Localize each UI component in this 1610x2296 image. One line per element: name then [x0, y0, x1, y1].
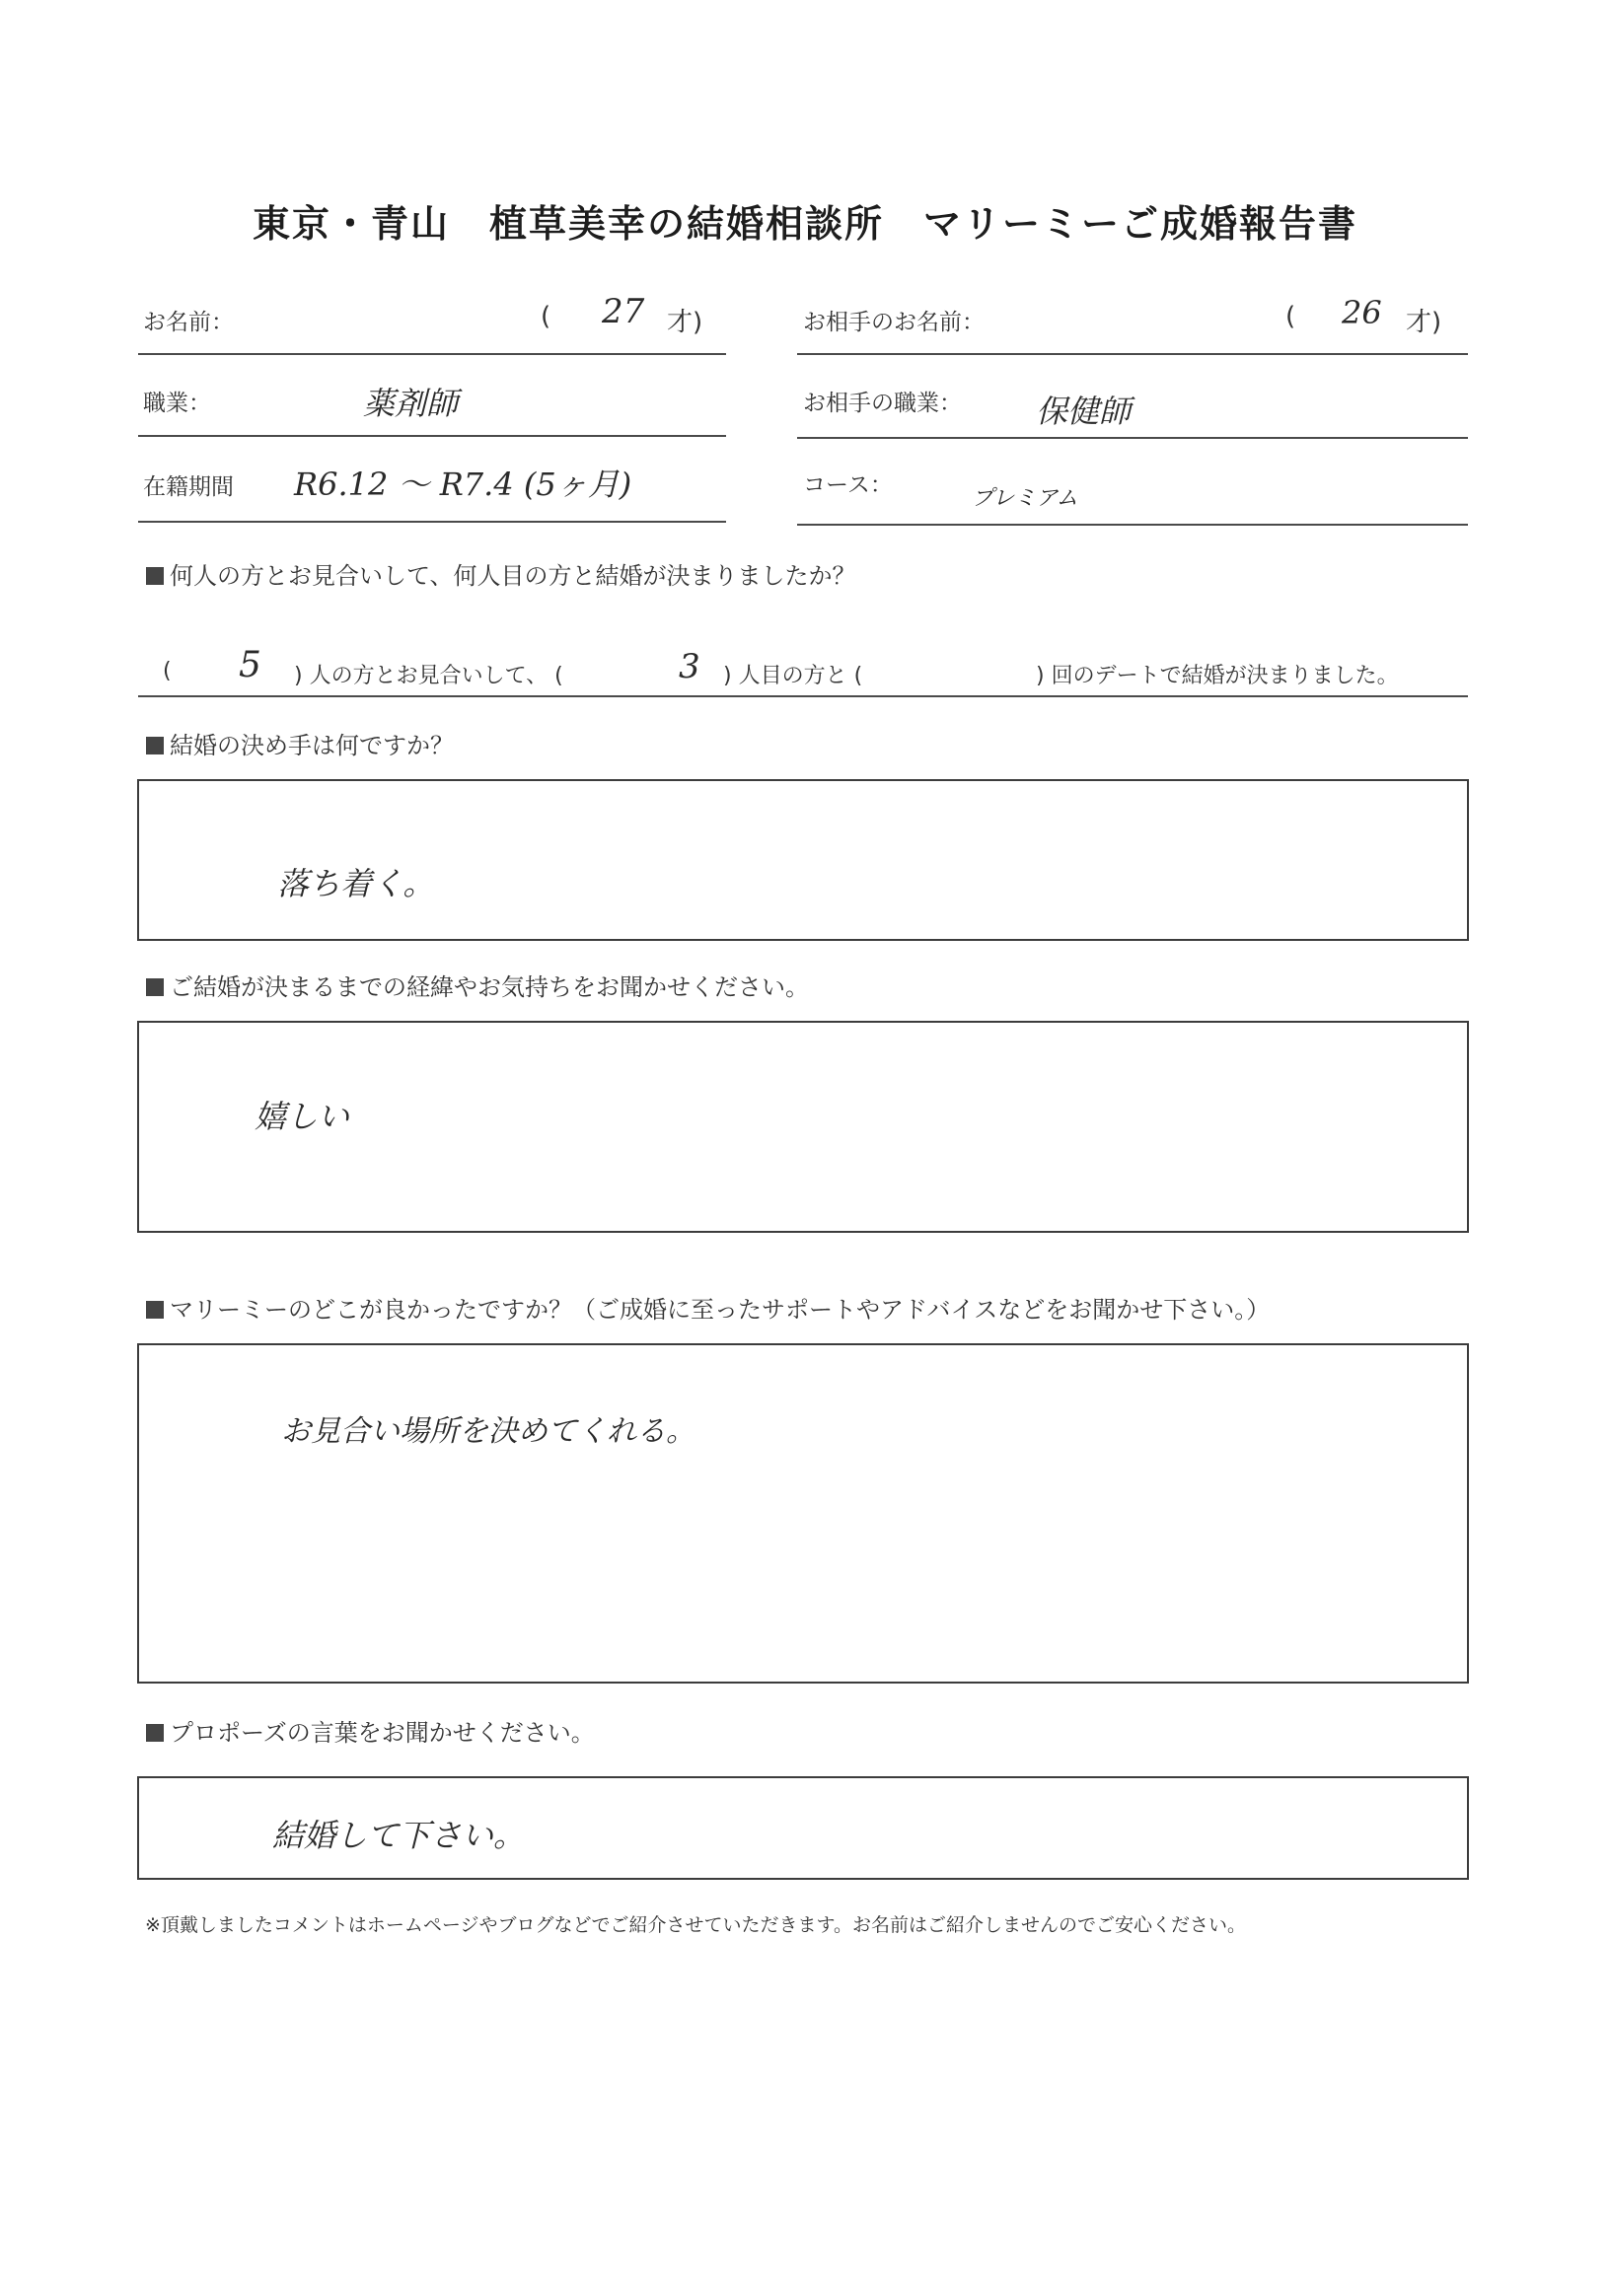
q4-answer-box — [137, 1343, 1469, 1684]
q5-answer-box — [137, 1776, 1469, 1880]
q2-answer-box — [137, 779, 1469, 941]
q1-underline — [138, 695, 1468, 697]
age-close-paren: 才) — [667, 308, 703, 337]
report-title: 東京・青山 植草美幸の結婚相談所 マリーミーご成婚報告書 — [252, 202, 1357, 246]
age-value: 27 — [602, 292, 645, 331]
q5-question: プロポーズの言葉をお聞かせください。 — [170, 1719, 595, 1747]
q1-heading — [146, 556, 856, 591]
q2-heading — [146, 726, 454, 760]
partner-age-open-paren: ( — [1285, 302, 1296, 331]
q1-paren-1: ( — [163, 659, 172, 683]
partner-occupation-label: お相手の職業： — [803, 391, 962, 416]
partner-name-underline — [797, 353, 1468, 355]
partner-occupation-value: 保健師 — [1036, 393, 1132, 430]
q1-text-3: ) 回のデートで結婚が決まりました。 — [1036, 664, 1399, 688]
q3-answer: 嬉しい — [255, 1098, 350, 1135]
q4-answer: お見合い場所を決めてくれる。 — [281, 1414, 695, 1449]
occupation-underline — [138, 435, 726, 437]
period-label: 在籍期間 — [143, 474, 234, 500]
square-bullet-icon — [146, 1301, 164, 1319]
name-underline — [138, 353, 726, 355]
q1-text-1: ) 人の方とお見合いして、 ( — [294, 664, 563, 688]
q4-question: マリーミーのどこが良かったですか？（ご成婚に至ったサポートやアドバイスなどをお聞かせ下さい。） — [170, 1296, 1271, 1324]
q1-text-2: ) 人目の方と ( — [723, 664, 863, 688]
q5-answer: 結婚して下さい。 — [272, 1817, 526, 1854]
square-bullet-icon — [146, 1724, 164, 1742]
footnote: ※頂戴しましたコメントはホームページやブログなどでご紹介させていただきます。お名前はご紹介しませんのでご安心ください。 — [145, 1914, 1247, 1936]
q1-question: 何人の方とお見合いして、何人目の方と結婚が決まりましたか？ — [170, 562, 856, 590]
partner-age-close-paren: 才) — [1406, 308, 1442, 337]
occupation-label: 職業： — [143, 391, 211, 416]
q3-heading — [146, 968, 809, 1002]
course-underline — [797, 524, 1468, 526]
q1-which-one: 3 — [679, 647, 700, 686]
q4-heading — [146, 1290, 1270, 1325]
q5-heading — [146, 1713, 595, 1748]
partner-name-label: お相手のお名前： — [803, 310, 985, 335]
period-underline — [138, 521, 726, 523]
partner-age-value: 26 — [1342, 294, 1382, 331]
partner-occupation-underline — [797, 437, 1468, 439]
q1-count-met: 5 — [239, 645, 261, 685]
period-value: R6.12 〜 R7.4 (5ヶ月) — [294, 466, 632, 503]
q2-question: 結婚の決め手は何ですか？ — [170, 732, 454, 759]
q3-question: ご結婚が決まるまでの経緯やお気持ちをお聞かせください。 — [170, 973, 809, 1001]
q3-answer-box — [137, 1021, 1469, 1233]
course-value: プレミアム — [972, 486, 1078, 511]
age-open-paren: ( — [541, 302, 551, 331]
name-label: お名前： — [143, 310, 234, 335]
q2-answer: 落ち着く。 — [277, 865, 435, 902]
occupation-value: 薬剤師 — [363, 385, 459, 422]
square-bullet-icon — [146, 567, 164, 585]
course-label: コース： — [803, 472, 893, 498]
square-bullet-icon — [146, 737, 164, 754]
square-bullet-icon — [146, 978, 164, 996]
